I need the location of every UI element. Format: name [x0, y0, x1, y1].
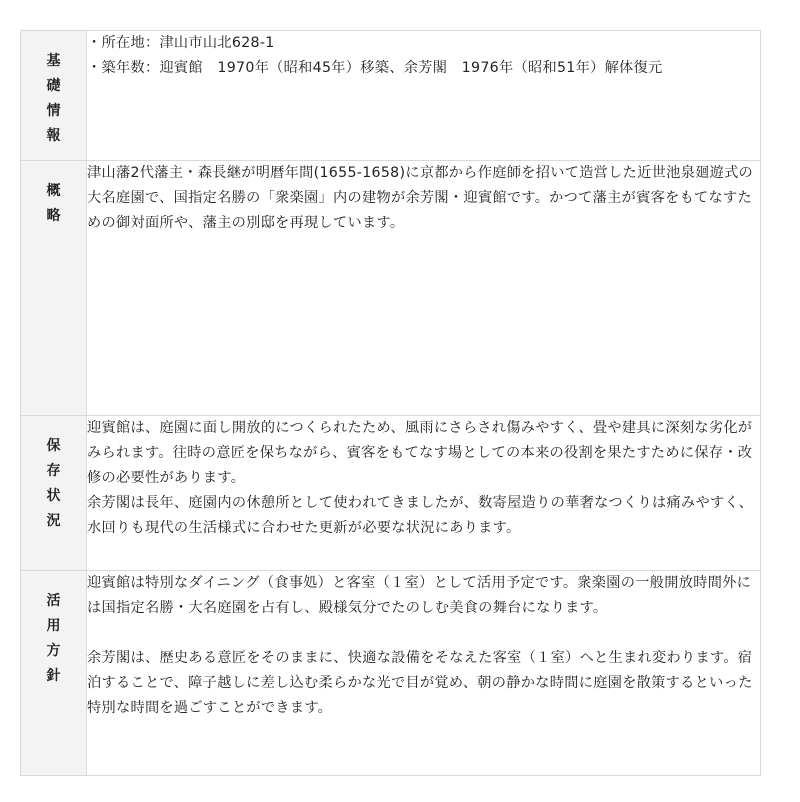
row-heading: 保存状況 — [46, 438, 61, 529]
address-line: ・所在地：津山市山北628-1 — [87, 35, 275, 51]
row-content-cell — [87, 31, 761, 161]
preservation-paragraph-yohokaku: 余芳閣は長年、庭園内の休憩所として使われてきましたが、数寄屋造りの華奢なつくりは痛みやすく、水回りも現代の生活様式に合わせた更新が必要な状況にあります。 — [87, 495, 754, 536]
building-age-line: ・築年数：迎賓館 1970年（昭和45年）移築、余芳閣 1976年（昭和51年）解体復元 — [87, 60, 663, 76]
row-heading-cell — [21, 571, 87, 776]
table-row-overview — [21, 161, 761, 416]
row-heading-cell — [21, 416, 87, 571]
info-table — [20, 30, 761, 776]
preservation-paragraph-geihinkan: 迎賓館は、庭園に面し開放的につくられたため、風雨にさらされ傷みやすく、畳や建具に深刻な劣化がみられます。往時の意匠を保ちながら、賓客をもてなす場としての本来の役割を果たすために保存・改修の必要性があります。 — [87, 420, 753, 486]
row-heading: 基礎情報 — [46, 53, 61, 144]
row-heading-cell — [21, 161, 87, 416]
table-row-utilization — [21, 571, 761, 776]
overview-paragraph: 津山藩2代藩主・森長継が明暦年間(1655-1658)に京都から作庭師を招いて造営した近世池泉廻遊式の大名庭園で、国指定名勝の「衆楽園」内の建物が余芳閣・迎賓館です。かつて藩主が賓客をもてなすための御対面所や、藩主の別邸を再現しています。 — [87, 165, 754, 231]
row-heading: 概略 — [46, 183, 61, 224]
row-content-cell — [87, 571, 761, 776]
row-heading: 活用方針 — [46, 593, 61, 684]
row-content-cell — [87, 416, 761, 571]
utilization-paragraph-yohokaku: 余芳閣は、歴史ある意匠をそのままに、快適な設備をそなえた客室（１室）へと生まれ変わります。宿泊することで、障子越しに差し込む柔らかな光で目が覚め、朝の静かな時間に庭園を散策するといった特別な時間を過ごすことができます。 — [87, 650, 753, 716]
row-heading-cell — [21, 31, 87, 161]
table-row-preservation — [21, 416, 761, 571]
row-content-cell — [87, 161, 761, 416]
table-row-basic-info — [21, 31, 761, 161]
utilization-paragraph-geihinkan: 迎賓館は特別なダイニング（食事処）と客室（１室）として活用予定です。衆楽園の一般開放時間外には国指定名勝・大名庭園を占有し、殿様気分でたのしむ美食の舞台になります。 — [87, 575, 752, 616]
